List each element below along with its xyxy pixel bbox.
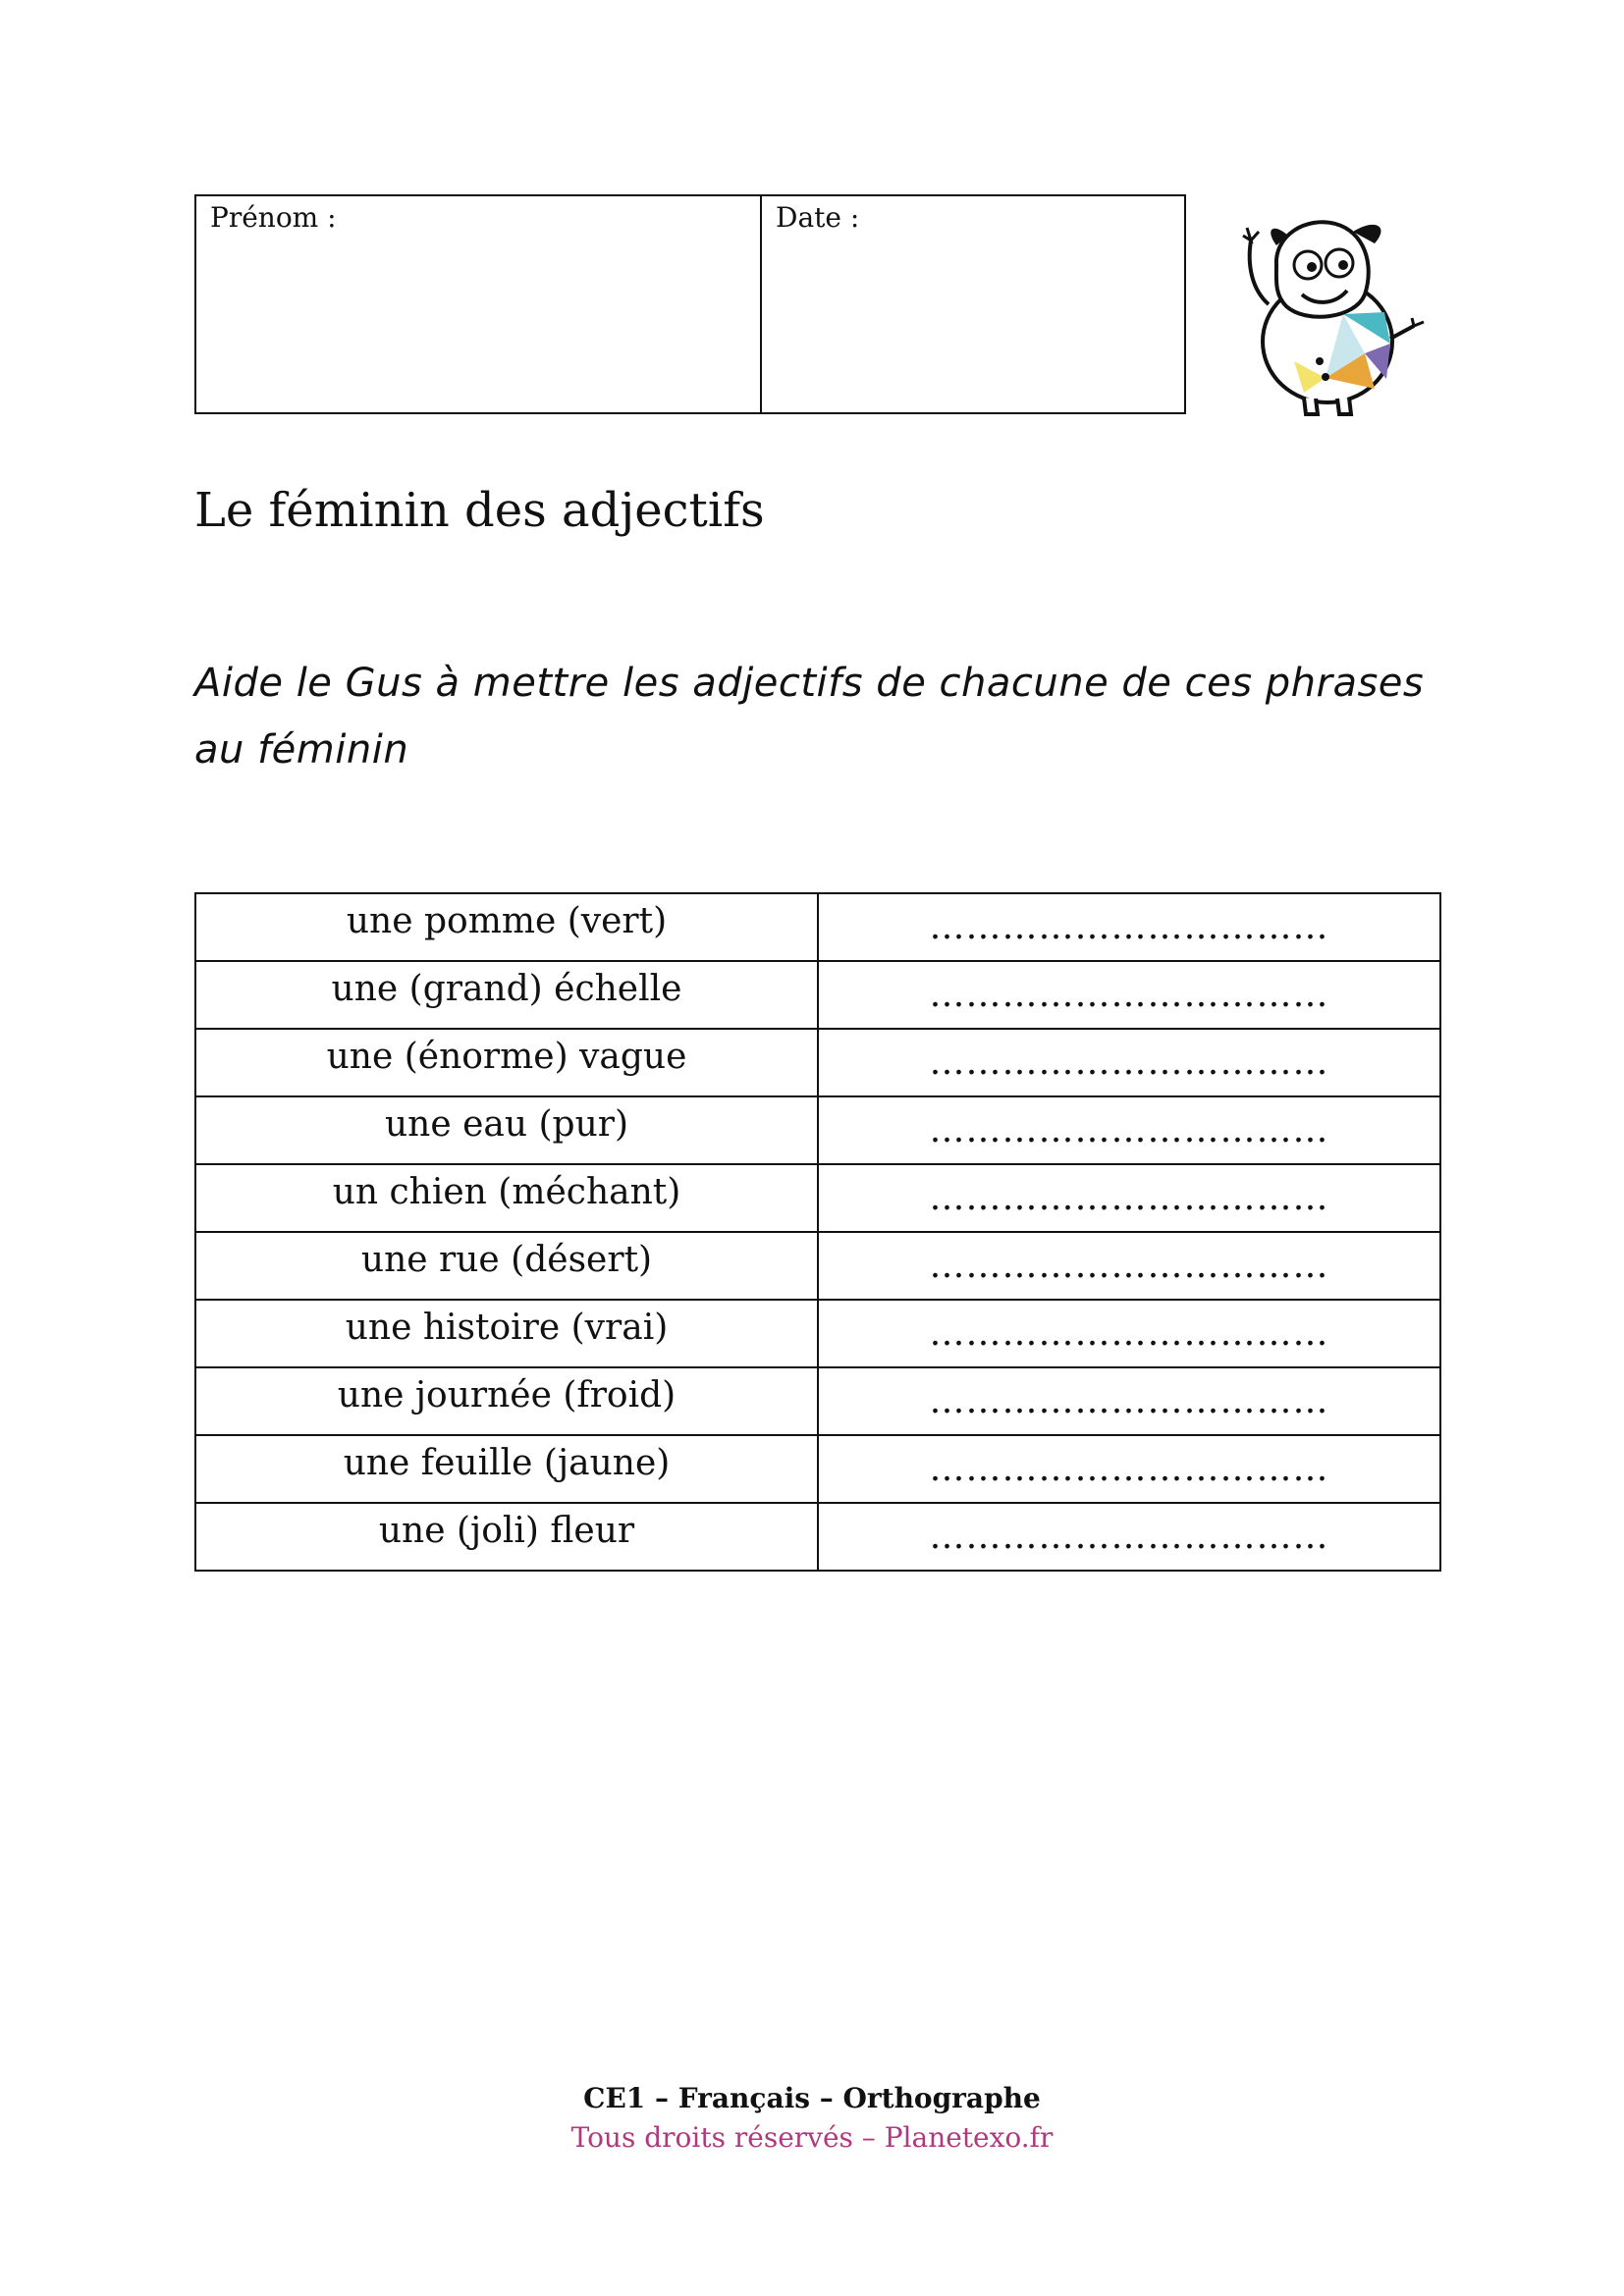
table-row	[195, 1435, 1440, 1503]
phrase-cell: une rue (désert)	[195, 1232, 818, 1300]
phrase-cell: une eau (pur)	[195, 1096, 818, 1164]
answer-cell[interactable]: ……………………………	[818, 893, 1440, 961]
phrase-cell: une feuille (jaune)	[195, 1435, 818, 1503]
table-row	[195, 893, 1440, 961]
phrase-cell: une (énorme) vague	[195, 1029, 818, 1096]
answer-cell[interactable]: ……………………………	[818, 1435, 1440, 1503]
table-row	[195, 1503, 1440, 1571]
answer-cell[interactable]: ……………………………	[818, 1232, 1440, 1300]
phrase-cell: une journée (froid)	[195, 1367, 818, 1435]
answer-cell[interactable]: ……………………………	[818, 1300, 1440, 1367]
table-row	[195, 1232, 1440, 1300]
phrase-cell: une (joli) fleur	[195, 1503, 818, 1571]
first-name-label: Prénom :	[210, 201, 337, 234]
table-row	[195, 1029, 1440, 1096]
answer-cell[interactable]: ……………………………	[818, 1096, 1440, 1164]
name-date-box	[194, 194, 1186, 414]
page-title: Le féminin des adjectifs	[194, 483, 765, 538]
answer-cell[interactable]: ……………………………	[818, 1367, 1440, 1435]
phrase-cell: une pomme (vert)	[195, 893, 818, 961]
phrase-cell: un chien (méchant)	[195, 1164, 818, 1232]
date-label: Date :	[776, 201, 860, 234]
answer-cell[interactable]: ……………………………	[818, 961, 1440, 1029]
instruction-text: Aide le Gus à mettre les adjectifs de chacune de ces phrases au féminin	[194, 661, 1425, 773]
answer-cell[interactable]: ……………………………	[818, 1029, 1440, 1096]
answer-cell[interactable]: ……………………………	[818, 1503, 1440, 1571]
first-name-field[interactable]	[196, 196, 762, 412]
phrase-cell: une (grand) échelle	[195, 961, 818, 1029]
gus-sheep-mascot-icon	[1218, 196, 1443, 422]
table-row	[195, 1096, 1440, 1164]
footer	[0, 2079, 1624, 2158]
footer-copyright: Tous droits réservés – Planetexo.fr	[570, 2121, 1054, 2154]
exercise-table	[194, 892, 1441, 1572]
table-row	[195, 1300, 1440, 1367]
table-row	[195, 1164, 1440, 1232]
answer-cell[interactable]: ……………………………	[818, 1164, 1440, 1232]
table-row	[195, 1367, 1440, 1435]
phrase-cell: une histoire (vrai)	[195, 1300, 818, 1367]
table-row	[195, 961, 1440, 1029]
footer-subject: CE1 – Français – Orthographe	[583, 2082, 1041, 2114]
date-field[interactable]	[762, 196, 1184, 412]
